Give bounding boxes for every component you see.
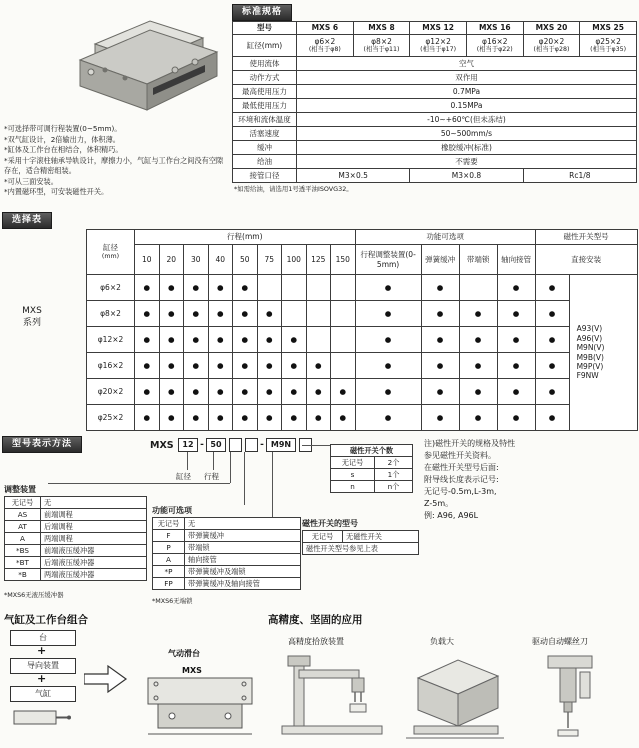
screwdriver-illustration [518, 648, 630, 744]
plus-sign: + [37, 672, 47, 685]
combination-title: 气缸及工作台组合 [4, 614, 88, 626]
connector-line [230, 452, 231, 483]
stroke-dot: ● [208, 275, 233, 301]
result-model: MXS [182, 666, 202, 675]
stroke-dot [306, 327, 331, 353]
sel-switch-sub-header: 直接安装 [535, 245, 637, 275]
stroke-dot: ● [184, 327, 209, 353]
application-caption-pickplace: 高精度拾放装置 [288, 637, 344, 646]
selection-row [87, 353, 638, 379]
switch-count-title: 磁性开关个数 [331, 445, 413, 457]
selection-row [87, 405, 638, 431]
stroke-dot: ● [208, 405, 233, 431]
sel-stroke-header: 行程(mm) [135, 230, 356, 245]
stroke-dot [331, 301, 356, 327]
option-dot: ● [355, 275, 421, 301]
sel-option-col: 轴向接管 [497, 245, 535, 275]
adjuster-code: A [5, 533, 41, 545]
product-note: *采用十字滚柱轴承导轨设计，摩擦力小，气缸与工作台之间没有空隙存在，适合精密组装。 [4, 156, 224, 175]
stroke-dot: ● [233, 353, 258, 379]
switch-model-desc: 无磁性开关 [343, 531, 419, 543]
spec-row-value: 橡胶缓冲(标准) [297, 141, 637, 155]
stroke-dot: ● [257, 405, 282, 431]
combo-item-table: 台 [10, 630, 76, 646]
option-desc: 带弹簧缓冲及端锁 [185, 566, 301, 578]
spec-port-value: M3×0.8 [410, 169, 523, 183]
spec-bore-value: φ20×2 (相当于φ28) [523, 35, 580, 57]
switch-dot: ● [535, 405, 569, 431]
spec-row-value: -10~+60℃(但未冻结) [297, 113, 637, 127]
option-dot: ● [459, 379, 497, 405]
stroke-dot: ● [159, 327, 184, 353]
stroke-dot: ● [159, 301, 184, 327]
stroke-dot: ● [233, 275, 258, 301]
option-code: 无记号 [153, 518, 185, 530]
stroke-dot: ● [306, 379, 331, 405]
sel-bore-cell: φ16×2 [87, 353, 135, 379]
switch-dot: ● [535, 301, 569, 327]
spec-bore-label: 缸径(mm) [233, 35, 297, 57]
result-label: 气动滑台 [168, 649, 200, 658]
spec-row-value: 双作用 [297, 71, 637, 85]
option-dot: ● [421, 379, 459, 405]
stroke-dot [257, 275, 282, 301]
stroke-dot: ● [331, 405, 356, 431]
spec-bore-value: φ8×2 (相当于φ11) [353, 35, 410, 57]
option-dot: ● [421, 327, 459, 353]
option-dot: ● [497, 275, 535, 301]
options-footnote: *MXS6无端锁 [152, 597, 193, 605]
connector-line [213, 452, 214, 470]
stroke-dot: ● [257, 327, 282, 353]
stroke-dot [331, 275, 356, 301]
option-dot [459, 275, 497, 301]
product-notes [4, 124, 228, 198]
series-label: MXS 系列 [22, 306, 42, 328]
combo-item-guide: 导向装置 [10, 658, 76, 674]
option-dot: ● [459, 327, 497, 353]
product-photo-illustration [55, 8, 225, 120]
slide-table-drawing [140, 662, 260, 744]
option-dot: ● [421, 405, 459, 431]
switch-model-code: 无记号 [303, 531, 343, 543]
sel-stroke-col: 150 [331, 245, 356, 275]
option-dot: ● [497, 301, 535, 327]
code-prefix: MXS [150, 439, 174, 451]
cylinder-sketch [10, 704, 74, 732]
option-dot: ● [497, 379, 535, 405]
sel-stroke-col: 10 [135, 245, 160, 275]
adjuster-desc: 前端调程 [41, 509, 147, 521]
options-title: 功能可选项 [152, 506, 192, 515]
adjuster-code: AS [5, 509, 41, 521]
spec-bore-value: φ16×2 (相当于φ22) [466, 35, 523, 57]
spec-row-value: 0.15MPa [297, 99, 637, 113]
combo-item-cylinder: 气缸 [10, 686, 76, 702]
stroke-dot: ● [257, 353, 282, 379]
spec-row-label: 最高使用压力 [233, 85, 297, 99]
stroke-dot [331, 353, 356, 379]
applications-title: 高精度、坚固的应用 [268, 614, 363, 626]
code-dash: - [260, 440, 264, 450]
spec-model-mxs25: MXS 25 [580, 22, 637, 35]
stroke-dot: ● [233, 327, 258, 353]
connector-line [272, 452, 273, 522]
switch-count-code: n [331, 481, 375, 493]
stroke-dot: ● [306, 353, 331, 379]
option-desc: 带弹簧缓冲及轴向接管 [185, 578, 301, 590]
switch-count-desc: 2个 [375, 457, 413, 469]
adjuster-desc: 后端液压缓冲器 [41, 557, 147, 569]
sel-bore-cell: φ6×2 [87, 275, 135, 301]
stroke-dot: ● [135, 301, 160, 327]
designation-note: 注)磁性开关的规格及特性 参见磁性开关资料。 在磁性开关型号后面: 附导线长度表示记号: 无记号-0.5m,L-3m, Z-5m。 例: A96, A96L [424, 439, 516, 520]
spec-row-label: 最低使用压力 [233, 99, 297, 113]
spec-section-title: 标准规格 [232, 4, 292, 21]
spec-model-mxs12: MXS 12 [410, 22, 467, 35]
adjuster-title: 调整装置 [4, 485, 36, 494]
option-dot: ● [355, 353, 421, 379]
option-dot: ● [459, 353, 497, 379]
connector-line [302, 445, 330, 446]
spec-bore-value: φ12×2 (相当于φ17) [410, 35, 467, 57]
option-desc: 带弹簧缓冲 [185, 530, 301, 542]
stroke-dot: ● [233, 301, 258, 327]
sel-option-col: 弹簧缓冲 [421, 245, 459, 275]
spec-model-mxs8: MXS 8 [353, 22, 410, 35]
adjuster-desc: 无 [41, 497, 147, 509]
spec-row-value: 0.7MPa [297, 85, 637, 99]
pick-place-illustration [274, 648, 392, 744]
option-code: *P [153, 566, 185, 578]
option-code: FP [153, 578, 185, 590]
adjuster-footnote: *MXS6无液压缓冲器 [4, 591, 64, 599]
adjuster-code: 无记号 [5, 497, 41, 509]
spec-row-label: 动作方式 [233, 71, 297, 85]
stroke-dot: ● [257, 301, 282, 327]
stroke-dot [306, 275, 331, 301]
spec-row-value: 不需要 [297, 155, 637, 169]
product-note: *可从三面安装。 [4, 176, 58, 186]
application-caption-load: 负载大 [430, 637, 454, 646]
stroke-dot: ● [159, 379, 184, 405]
stroke-dot: ● [282, 405, 307, 431]
switch-model-title: 磁性开关的型号 [302, 519, 358, 528]
option-dot: ● [497, 353, 535, 379]
spec-row-label: 活塞速度 [233, 127, 297, 141]
spec-port-value: Rc1/8 [523, 169, 636, 183]
adjuster-table [4, 496, 147, 581]
stroke-dot: ● [184, 405, 209, 431]
stroke-dot: ● [233, 405, 258, 431]
stroke-dot: ● [208, 327, 233, 353]
stroke-dot: ● [135, 275, 160, 301]
option-code: F [153, 530, 185, 542]
sel-stroke-col: 20 [159, 245, 184, 275]
option-code: A [153, 554, 185, 566]
stroke-dot: ● [184, 275, 209, 301]
sel-bore-cell: φ12×2 [87, 327, 135, 353]
arrow-icon [84, 664, 128, 694]
sel-stroke-col: 40 [208, 245, 233, 275]
options-table [152, 517, 301, 590]
stroke-dot: ● [135, 353, 160, 379]
spec-port-value: M3×0.5 [297, 169, 410, 183]
switch-dot: ● [535, 327, 569, 353]
option-dot: ● [459, 405, 497, 431]
option-desc: 带端锁 [185, 542, 301, 554]
stroke-dot: ● [233, 379, 258, 405]
switch-count-code: s [331, 469, 375, 481]
sel-option-col: 行程调整装置(0-5mm) [355, 245, 421, 275]
designation-section-title: 型号表示方法 [2, 436, 82, 453]
switch-dot: ● [535, 275, 569, 301]
sel-option-col: 带端锁 [459, 245, 497, 275]
switch-count-table [330, 444, 413, 493]
spec-bore-value: φ25×2 (相当于φ35) [580, 35, 637, 57]
heavy-load-illustration [398, 648, 510, 744]
sel-stroke-col: 50 [233, 245, 258, 275]
code-bore-label: 缸径 [176, 472, 191, 481]
stroke-dot: ● [282, 353, 307, 379]
switch-dot: ● [535, 379, 569, 405]
spec-row-label: 缓冲 [233, 141, 297, 155]
sel-stroke-col: 100 [282, 245, 307, 275]
stroke-dot: ● [208, 353, 233, 379]
code-adjuster-box [229, 438, 242, 452]
adjuster-code: *BT [5, 557, 41, 569]
code-stroke-box: 50 [206, 438, 226, 452]
stroke-dot: ● [184, 301, 209, 327]
adjuster-code: *B [5, 569, 41, 581]
sel-bore-cell: φ20×2 [87, 379, 135, 405]
selection-row [87, 275, 638, 301]
option-dot: ● [459, 301, 497, 327]
stroke-dot: ● [184, 379, 209, 405]
option-dot: ● [421, 353, 459, 379]
selection-row [87, 327, 638, 353]
switch-model-note: 磁性开关型号参见上表 [303, 543, 419, 555]
model-code [150, 438, 312, 452]
option-dot: ● [497, 327, 535, 353]
selection-section-title: 选择表 [2, 212, 52, 229]
spec-model-mxs16: MXS 16 [466, 22, 523, 35]
code-stroke-label: 行程 [204, 472, 219, 481]
stroke-dot: ● [208, 301, 233, 327]
option-desc: 无 [185, 518, 301, 530]
spec-footnote: *如需给油，请选用1号透平油ISOVG32。 [234, 185, 353, 193]
option-dot: ● [355, 379, 421, 405]
switch-model-table [302, 530, 419, 555]
selection-row [87, 301, 638, 327]
stroke-dot: ● [208, 379, 233, 405]
adjuster-code: *BS [5, 545, 41, 557]
code-option-box [245, 438, 258, 452]
stroke-dot: ● [184, 353, 209, 379]
option-dot: ● [355, 301, 421, 327]
sel-stroke-col: 30 [184, 245, 209, 275]
stroke-dot: ● [159, 353, 184, 379]
product-note: *可选择带可调行程装置(0~5mm)。 [4, 124, 122, 133]
adjuster-code: AT [5, 521, 41, 533]
connector-line [48, 483, 230, 484]
option-dot: ● [497, 405, 535, 431]
option-dot: ● [421, 275, 459, 301]
stroke-dot: ● [135, 405, 160, 431]
switch-model-list: A93(V) A96(V) M9N(V) M9B(V) M9P(V) F9NW [569, 275, 637, 431]
switch-dot: ● [535, 353, 569, 379]
product-note: *内置磁环型，可安装磁性开关。 [4, 187, 109, 197]
spec-row-label: 环境和流体温度 [233, 113, 297, 127]
code-dash: - [200, 440, 204, 450]
adjuster-desc: 两端调程 [41, 533, 147, 545]
sel-bore-cell: φ8×2 [87, 301, 135, 327]
stroke-dot: ● [306, 405, 331, 431]
sel-switch-header: 磁性开关型号 [535, 230, 637, 245]
spec-model-mxs20: MXS 20 [523, 22, 580, 35]
stroke-dot: ● [135, 327, 160, 353]
adjuster-desc: 前端液压缓冲器 [41, 545, 147, 557]
stroke-dot: ● [282, 379, 307, 405]
spec-bore-value: φ6×2 (相当于φ8) [297, 35, 354, 57]
sel-stroke-col: 125 [306, 245, 331, 275]
switch-count-desc: 1个 [375, 469, 413, 481]
spec-model-mxs6: MXS 6 [297, 22, 354, 35]
stroke-dot [306, 301, 331, 327]
stroke-dot: ● [135, 379, 160, 405]
stroke-dot: ● [257, 379, 282, 405]
adjuster-desc: 两端液压缓冲器 [41, 569, 147, 581]
stroke-dot [282, 275, 307, 301]
spec-header-model: 型号 [233, 22, 297, 35]
connector-line [244, 452, 245, 505]
option-desc: 轴向接管 [185, 554, 301, 566]
switch-count-code: 无记号 [331, 457, 375, 469]
spec-row-label: 给油 [233, 155, 297, 169]
product-note: *缸体及工作台在相结合，体积精巧。 [4, 145, 123, 155]
plus-sign: + [37, 644, 47, 657]
sel-stroke-col: 75 [257, 245, 282, 275]
adjuster-desc: 后端调程 [41, 521, 147, 533]
sel-bore-cell: φ25×2 [87, 405, 135, 431]
stroke-dot [282, 301, 307, 327]
spec-row-label: 使用流体 [233, 57, 297, 71]
stroke-dot: ● [159, 405, 184, 431]
code-bore-box: 12 [178, 438, 198, 452]
code-switch-box: M9N [266, 438, 296, 452]
sel-bore-header: 缸径 (mm) [87, 230, 135, 275]
switch-count-desc: n个 [375, 481, 413, 493]
stroke-dot: ● [282, 327, 307, 353]
option-dot: ● [355, 405, 421, 431]
selection-row [87, 379, 638, 405]
option-code: P [153, 542, 185, 554]
spec-row-value: 50~500mm/s [297, 127, 637, 141]
stroke-dot [331, 327, 356, 353]
sel-options-header: 功能可选项 [355, 230, 535, 245]
option-dot: ● [421, 301, 459, 327]
spec-row-value: 空气 [297, 57, 637, 71]
selection-table [86, 229, 638, 431]
option-dot: ● [355, 327, 421, 353]
spec-table [232, 21, 637, 183]
application-caption-screwdriver: 驱动自动螺丝刀 [532, 637, 588, 646]
connector-line [187, 452, 188, 470]
product-note: *双气缸设计，2倍输出力，体积薄。 [4, 134, 120, 144]
stroke-dot: ● [331, 379, 356, 405]
stroke-dot: ● [159, 275, 184, 301]
spec-port-label: 接管口径 [233, 169, 297, 183]
